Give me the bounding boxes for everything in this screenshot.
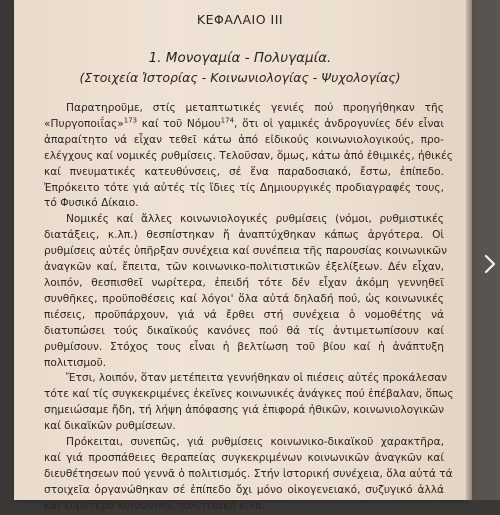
- section-heading: 1. Μονογαμία - Πολυγαμία.: [148, 50, 332, 66]
- text-line: [44, 403, 444, 419]
- text-run: σημειώσαμε ἤδη, τή λήψη ἀπόφασης γιά ἐπιφορά ἠθικῶν, κοινωνιολογικῶν: [44, 404, 444, 417]
- text-line: [44, 499, 444, 515]
- text-run: στοιχεῖα ὀργανώθηκαν σέ ἐπίπεδο ὄχι μόνο οἰκογενειακό, συζυγικό ἀλλά: [44, 483, 444, 496]
- text-run: καί γιά προσπάθειες θεραπείας συγκεκριμένων κοινωνικῶν ἀναγκῶν καί: [44, 451, 444, 464]
- text-run: λοιπόν, θεσπισθεῖ νωρίτερα, ἐπειδή τότε δέν εἶχαν ἀκόμη γεννηθεῖ: [44, 276, 444, 289]
- text-run: διατάξεις, κ.λπ.) θεσπίστηκαν ἤ ἀναπτύχθηκαν κάπως ἀργότερα. Οἱ: [44, 229, 444, 242]
- text-run: πιέσεις, προϋπάρχουν, γιά νά ἔρθει στή συνέχεια ὁ νομοθέτης νά: [44, 308, 444, 321]
- text-run: Ἔτσι, λοιπόν, ὅταν μετέπειτα γεννήθηκαν οἱ πιέσεις αὐτές προκάλεσαν: [66, 372, 448, 385]
- text-run: ἀπαραίτητο νά εἶχαν τεθεῖ κάτω ἀπό εἰδικούς κοινωνιολογικούς, προ-: [44, 133, 444, 146]
- text-line: [44, 292, 444, 308]
- text-run: , ὅτι οἱ γαμικές ἀνδρογυνίες δέν εἶναι: [234, 117, 444, 130]
- section-subheading: (Στοιχεία Ἱστορίας - Κοινωνιολογίας - Ψυχολογίας): [79, 70, 401, 85]
- text-line: [44, 133, 444, 149]
- text-line: [44, 308, 444, 324]
- chevron-right-icon[interactable]: [484, 254, 496, 274]
- text-line: [44, 419, 444, 435]
- text-line: [44, 371, 448, 387]
- footnote-marker: 174: [220, 116, 235, 125]
- text-line: [44, 260, 444, 276]
- text-run: ἀναγκῶν καί, ἔπειτα, τῶν κοινωνικο-πολιτιστικῶν ἐξελίξεων. Δέν εἶχαν,: [44, 261, 444, 274]
- text-line: [44, 451, 444, 467]
- text-line: [44, 212, 444, 228]
- text-line: [44, 276, 444, 292]
- text-run: συνθῆκες, προϋποθέσεις καί λόγοι' ὅλα αὐτά δηλαδή πού, ὡς κοινωνικές: [44, 292, 444, 305]
- text-run: καί δικαϊκῶν ρυθμίσεων.: [44, 420, 176, 433]
- page-edge: [466, 0, 472, 500]
- text-line: [44, 356, 444, 372]
- text-line: [44, 196, 444, 212]
- text-line: [44, 117, 444, 133]
- text-run: καί πνευματικές κατευθύνσεις, σέ ἕνα παραδοσιακό, ἔστω, ἐπίπεδο.: [44, 165, 444, 178]
- text-run: Πρόκειται, συνεπῶς, γιά ρυθμίσεις κοινωνικο-δικαϊκοῦ χαρακτῆρα,: [66, 436, 444, 449]
- text-line: [44, 387, 454, 403]
- text-line: [44, 101, 444, 117]
- text-line: [44, 483, 444, 499]
- text-run: καί τοῦ Νόμου: [137, 117, 221, 130]
- text-run: Ἐπρόκειτο τότε γιά αὐτές τίς ἴδιες τίς Δημιουργικές προδιαγραφές τους,: [44, 181, 444, 194]
- text-run: πολιτισμοῦ.: [44, 356, 107, 369]
- text-line: [44, 244, 448, 260]
- text-line: [44, 165, 444, 181]
- text-line: [44, 228, 444, 244]
- text-run: τότε καί τίς συγκεκριμένες ἐκεῖνες κοινωνικές ἀνάγκες πού ἐπέβαλαν, ὅπως: [44, 388, 454, 401]
- text-line: [44, 435, 444, 451]
- footnote-marker: 173: [123, 116, 138, 125]
- book-page: [14, 0, 466, 512]
- text-run: ελέγχους καί νομικές ρυθμίσεις. Τελοῦσαν, ὅμως, κάτω ἀπό ἐθιμικές, ἠθικές: [44, 149, 453, 162]
- text-run: τό Φυσικό Δίκαιο.: [44, 197, 139, 210]
- text-run: ρυθμίσουν. Στόχος τους εἶναι ἡ βελτίωση τοῦ βίου καί ἡ ἀνάπτυξη: [44, 340, 444, 353]
- text-line: [44, 181, 444, 197]
- text-line: [44, 149, 453, 165]
- chapter-title: ΚΕΦΑΛΑΙΟ III: [196, 12, 284, 27]
- text-run: Παρατηροῦμε, στίς μεταπτωτικές γενιές πού προηγήθηκαν τῆς: [66, 102, 444, 114]
- text-run: διευθέτησεων πού γεννᾶ ὁ πολιτισμός. Στήν ἱστορική συνέχεια, ὅλα αὐτά τά: [44, 467, 453, 480]
- text-line: [44, 467, 453, 483]
- text-run: «Πυργοποιΐας»: [44, 117, 124, 130]
- text-run: Νομικές καί ἄλλες κοινωνιολογικές ρυθμίσεις (νόμοι, ρυθμιστικές: [66, 213, 444, 226]
- text-run: διατυπώσει τούς δικαϊκούς κανόνες πού θά τίς ἀντιμετωπίσουν καί: [44, 324, 444, 337]
- text-line: [44, 340, 444, 356]
- text-run: ρυθμίσεις αὐτές ὑπῆρξαν συνέχεια καί συνέπεια τῆς παρουσίας κοινωνικῶν: [44, 245, 448, 258]
- text-run: καί εὐρύτερο κοινωνικό, πολιτειακό κ.λπ..: [44, 499, 269, 512]
- text-line: [44, 324, 444, 340]
- body-text: [44, 101, 454, 515]
